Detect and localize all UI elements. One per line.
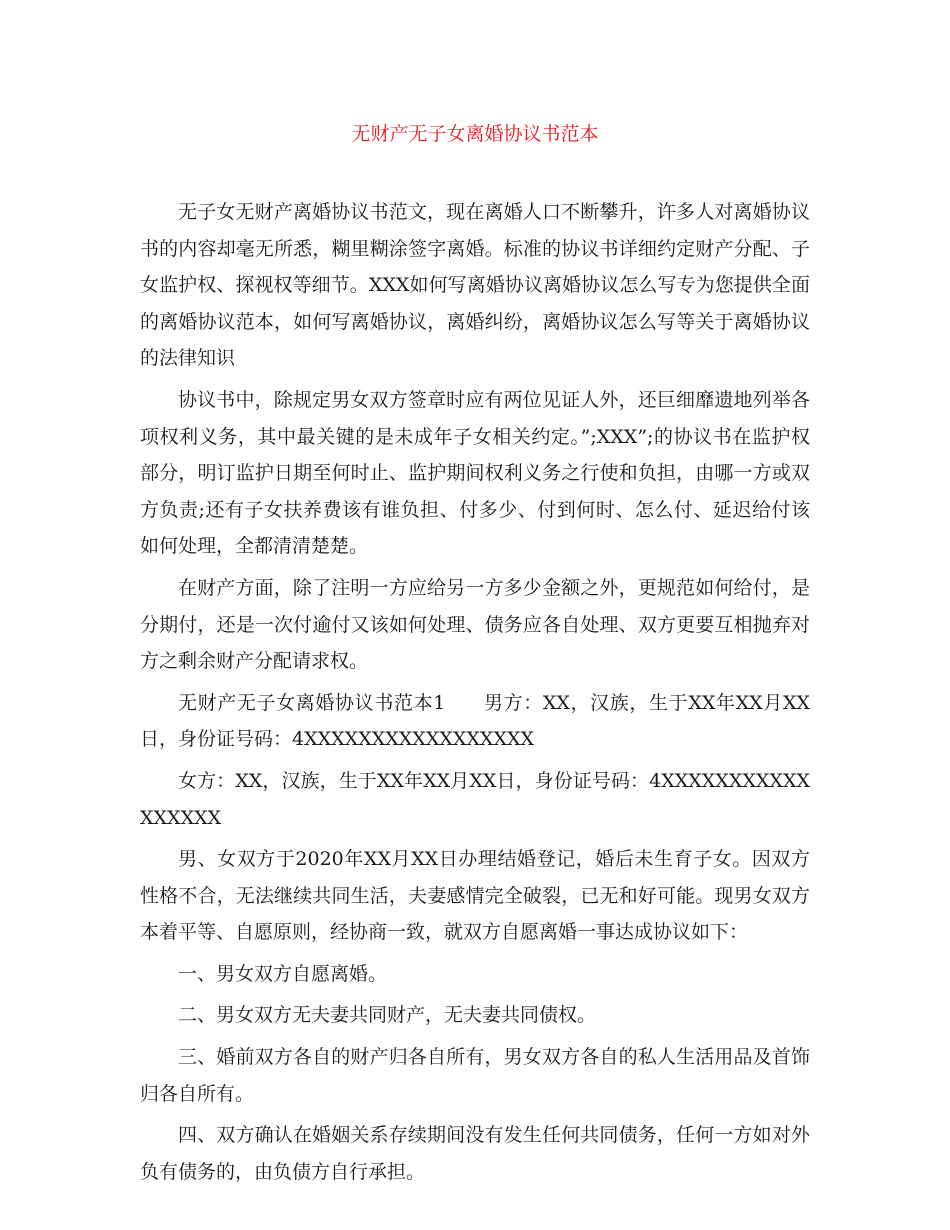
husband-info: 男方：XX，汉族，生于XX年XX月XX日，身份证号码：4XXXXXXXXXXXXXXXXX bbox=[140, 691, 810, 751]
clause-1: 一、男女双方自愿离婚。 bbox=[178, 962, 388, 985]
sample-heading: 无财产无子女离婚协议书范本1 bbox=[178, 691, 446, 714]
document-title: 无财产无子女离婚协议书范本 bbox=[351, 123, 599, 145]
property-paragraph: 在财产方面，除了注明一方应给另一方多少金额之外，更规范如何给付，是分期付，还是一次付逾付又该如何处理、债务应各自处理、双方更要互相抛弃对方之剩余财产分配请求权。 bbox=[140, 576, 810, 673]
sample-heading-paragraph bbox=[140, 685, 810, 758]
custody-paragraph: 协议书中，除规定男女双方签章时应有两位见证人外，还巨细靡遗地列举各项权利义务，其中最关键的是未成年子女相关约定。”;XXX”;的协议书在监护权部分，明订监护日期至何时止、监护期间权利义务之行使和负担，由哪一方或双方负责;还有子女扶养费该有谁负担、付多少、付到何时、怎么付、延迟给付该如何处理，全都清清楚楚。 bbox=[140, 388, 810, 558]
clause-3: 三、婚前双方各自的财产归各自所有，男女双方各自的私人生活用品及首饰归各自所有。 bbox=[140, 1046, 810, 1105]
clause-4: 四、双方确认在婚姻关系存续期间没有发生任何共同债务，任何一方如对外负有债务的，由负债方自行承担。 bbox=[140, 1124, 810, 1183]
clause-preamble: 男、女双方于2020年XX月XX日办理结婚登记，婚后未生育子女。因双方性格不合，无法继续共同生活，夫妻感情完全破裂，已无和好可能。现男女双方本着平等、自愿原则，经协商一致，就双方自愿离婚一事达成协议如下： bbox=[140, 848, 810, 944]
intro-paragraph: 无子女无财产离婚协议书范文，现在离婚人口不断攀升，许多人对离婚协议书的内容却毫无所悉，糊里糊涂签字离婚。标准的协议书详细约定财产分配、子女监护权、探视权等细节。XXX如何写离婚协议离婚协议怎么写专为您提供全面的离婚协议范本，如何写离婚协议，离婚纠纷，离婚协议怎么写等关于离婚协议的法律知识 bbox=[140, 201, 810, 370]
clause-2: 二、男女双方无夫妻共同财产，无夫妻共同债权。 bbox=[178, 1004, 597, 1027]
wife-info: 女方：XX，汉族，生于XX年XX月XX日，身份证号码：4XXXXXXXXXXXXXXXXX bbox=[140, 769, 810, 829]
